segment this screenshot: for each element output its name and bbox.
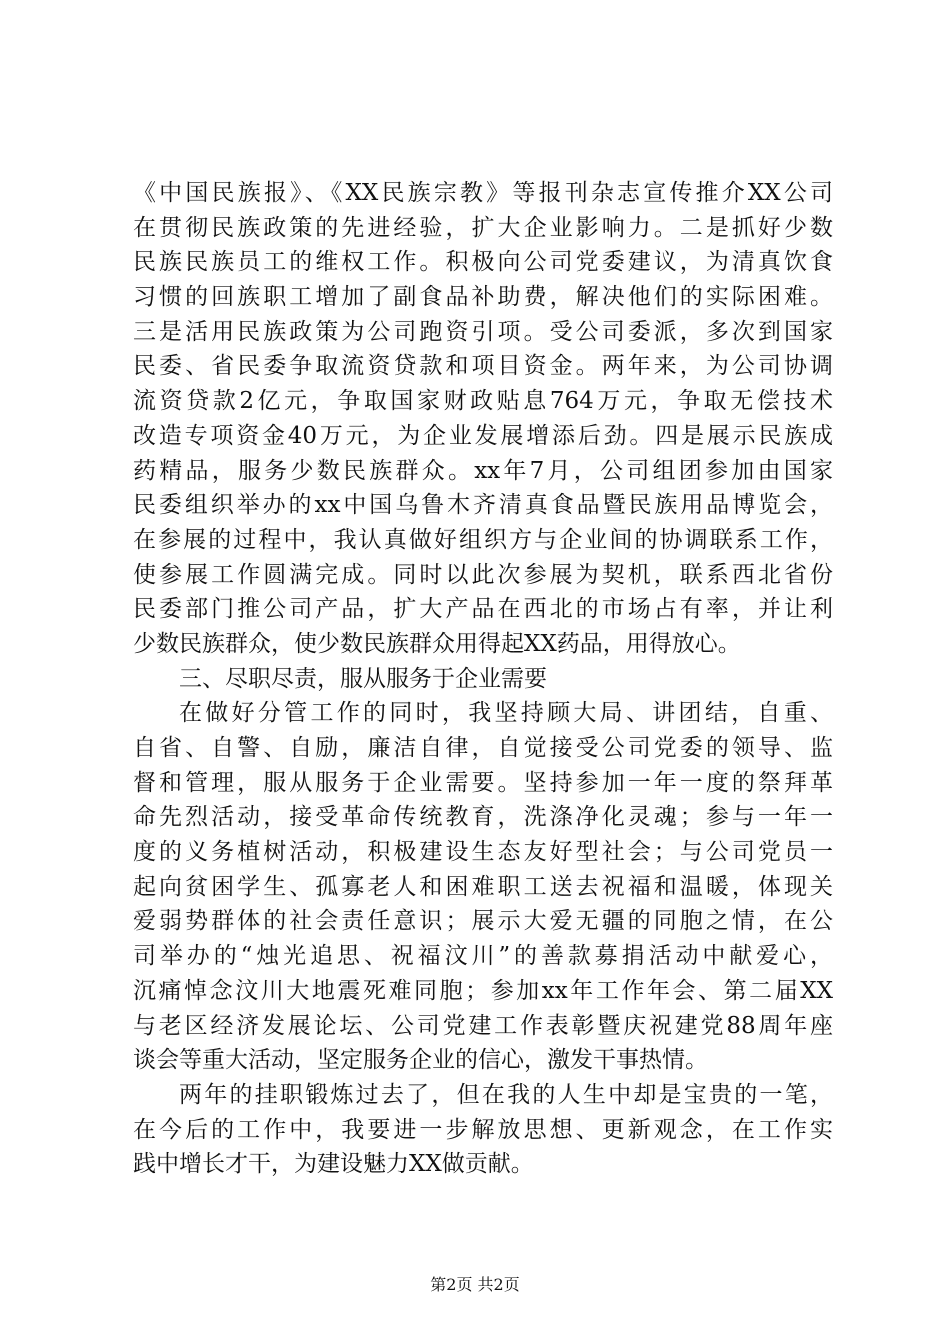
text-line: 使参展工作圆满完成。同时以此次参展为契机，联系西北省份 xyxy=(133,561,833,588)
text-line: 谈会等重大活动，坚定服务企业的信心，激发干事热情。 xyxy=(133,1047,708,1074)
text-line: 民委、省民委争取流资贷款和项目资金。两年来，为公司协调 xyxy=(133,353,833,380)
text-line: 《中国民族报》、《XX民族宗教》等报刊杂志宣传推介XX公司 xyxy=(133,180,833,206)
text-line: 三是活用民族政策为公司跑资引项。受公司委派，多次到国家 xyxy=(133,318,833,345)
text-line: 改造专项资金40万元，为企业发展增添后劲。四是展示民族成 xyxy=(133,422,833,449)
text-line: 在今后的工作中，我要进一步解放思想、更新观念，在工作实 xyxy=(133,1116,833,1143)
text-line: 司举办的“烛光追思、祝福汶川”的善款募捐活动中献爱心， xyxy=(133,943,833,970)
text-line: 习惯的回族职工增加了副食品补助费，解决他们的实际困难。 xyxy=(133,284,833,311)
text-line: 与老区经济发展论坛、公司党建工作表彰暨庆祝建党88周年座 xyxy=(133,1012,833,1039)
text-line: 在贯彻民族政策的先进经验，扩大企业影响力。二是抓好少数 xyxy=(133,214,833,241)
section-heading: 三、尽职尽责，服从服务于企业需要 xyxy=(179,665,547,692)
text-line: 在参展的过程中，我认真做好组织方与企业间的协调联系工作， xyxy=(133,526,833,553)
document-body xyxy=(133,176,833,1182)
text-line: 践中增长才干，为建设魅力XX做贡献。 xyxy=(133,1151,534,1178)
text-line: 民委组织举办的xx中国乌鲁木齐清真食品暨民族用品博览会， xyxy=(133,492,833,519)
text-line: 督和管理，服从服务于企业需要。坚持参加一年一度的祭拜革 xyxy=(133,769,833,796)
text-line: 度的义务植树活动，积极建设生态友好型社会；与公司党员一 xyxy=(133,839,833,866)
text-line: 起向贫困学生、孤寡老人和困难职工送去祝福和温暖，体现关 xyxy=(133,873,833,900)
text-line: 民委部门推公司产品，扩大产品在西北的市场占有率，并让利 xyxy=(133,596,833,623)
text-line: 在做好分管工作的同时，我坚持顾大局、讲团结，自重、 xyxy=(179,700,833,727)
text-line: 自省、自警、自励，廉洁自律，自觉接受公司党委的领导、监 xyxy=(133,735,833,761)
text-line: 药精品，服务少数民族群众。xx年7月，公司组团参加由国家 xyxy=(133,457,833,484)
text-line: 爱弱势群体的社会责任意识；展示大爱无疆的同胞之情，在公 xyxy=(133,908,833,935)
text-line: 流资贷款2亿元，争取国家财政贴息764万元，争取无偿技术 xyxy=(133,388,833,415)
text-line: 少数民族群众，使少数民族群众用得起XX药品，用得放心。 xyxy=(133,630,741,657)
text-line: 两年的挂职锻炼过去了，但在我的人生中却是宝贵的一笔， xyxy=(179,1081,833,1108)
text-line: 民族民族员工的维权工作。积极向公司党委建议，为清真饮食 xyxy=(133,249,833,276)
text-line: 命先烈活动，接受革命传统教育，洗涤净化灵魂；参与一年一 xyxy=(133,804,833,831)
text-line: 沉痛悼念汶川大地震死难同胞；参加xx年工作年会、第二届XX xyxy=(133,977,833,1004)
page-footer: 第2页 共2页 xyxy=(430,1275,520,1294)
